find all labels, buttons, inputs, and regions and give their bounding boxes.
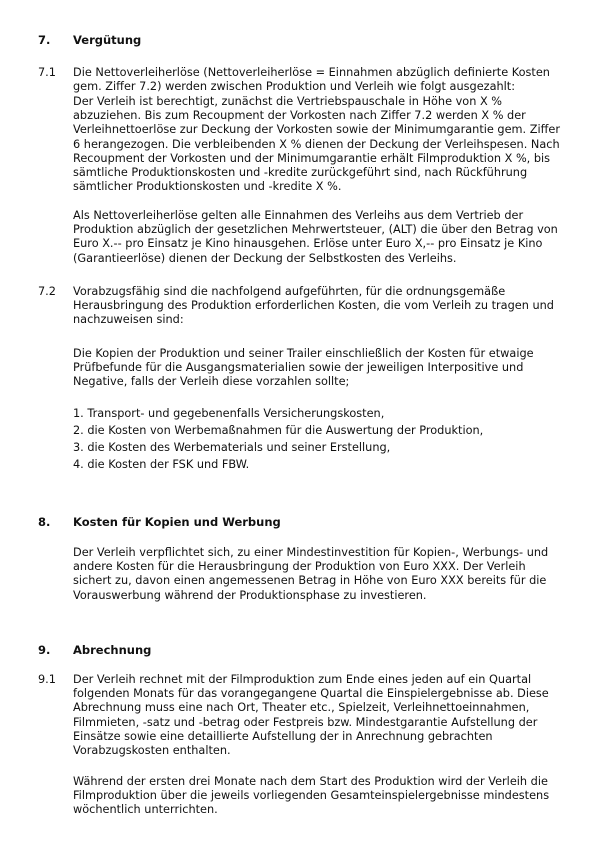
- clause-9-1-number: 9.1: [38, 673, 56, 686]
- list-item: 2. die Kosten von Werbemaßnahmen für die Auswertung der Produktion,: [73, 424, 484, 437]
- clause-7-2-paragraph-2: Die Kopien der Produktion und seiner Trailer einschließlich der Kosten für etwaige Prüfbefunde für die Ausgangsmaterialien sowie der jeweiligen Interpositive und Negative, falls der Verleih diese vorzahlen sollte;: [73, 347, 534, 389]
- section-number: 7.: [38, 33, 51, 47]
- clause-7-1-paragraph-3: Als Nettoverleiherlöse gelten alle Einnahmen des Verleihs aus dem Vertrieb der Produktion abzüglich der gesetzlichen Mehrwertsteuer, (ALT) die über den Betrag von Euro X.-- pro Einsatz je Kino hinausgehen. Erlöse unter Euro X,-- pro Einsatz je Kino (Garantieerlöse) dienen der Deckung der Selbstkosten des Verleihs.: [73, 209, 558, 265]
- clause-9-1-paragraph-1: Der Verleih rechnet mit der Filmproduktion zum Ende eines jeden auf ein Quartal folgenden Monats für das vorangegangene Quartal die Einspielergebnisse ab. Diese Abrechnung muss eine nach Ort, Theater etc., Spielzeit, Verleihnettoeinnahmen, Filmmieten, -satz und -betrag oder Festpreis bzw. Mindestgarantie Aufstellung der Einsätze sowie eine detaillierte Aufstellung der in Anrechnung gebrachten Vorabzugskosten enthalten.: [73, 673, 549, 758]
- section-8-paragraph: Der Verleih verpflichtet sich, zu einer Mindestinvestition für Kopien-, Werbungs- und andere Kosten für die Herausbringung der Produktion von Euro XXX. Der Verleih sichert zu, davon einen angemessenen Betrag in Höhe von Euro XXX bereits für die Vorauswerbung während der Produktionsphase zu investieren.: [73, 546, 549, 602]
- clause-7-2-number: 7.2: [38, 285, 56, 298]
- clause-7-2-cost-list: [73, 405, 565, 473]
- list-item: 3. die Kosten des Werbematerials und seiner Erstellung,: [73, 441, 391, 454]
- clause-7-1-paragraph-1: Die Nettoverleiherlöse (Nettoverleiherlöse = Einnahmen abzüglich definierte Kosten gem. Ziffer 7.2) werden zwischen Produktion und Verleih wie folgt ausgezahlt:: [73, 66, 550, 94]
- section-7-heading: [38, 33, 141, 48]
- clause-9-1-paragraph-2: Während der ersten drei Monate nach dem Start des Produktion wird der Verleih die Filmproduktion über die jeweils vorliegenden Gesamteinspielergebnisse mindestens wöchentlich unterrichten.: [73, 775, 550, 817]
- list-item: 1. Transport- und gegebenenfalls Versicherungskosten,: [73, 407, 385, 420]
- section-title: Vergütung: [73, 33, 142, 47]
- clause-7-1-paragraph-2: Der Verleih ist berechtigt, zunächst die Vertriebspauschale in Höhe von X % abzuziehen. Bis zum Recoupment der Vorkosten nach Ziffer 7.2 werden X % der Verleihnettoerlöse zur Deckung der Vorkosten sowie der Minimumgarantie gem. Ziffer 6 herangezogen. Die verbleibenden X % dienen der Deckung der Verleihspesen. Nach Recoupment der Vorkosten und der Minimumgarantie erhält Filmproduktion X %, bis sämtliche Produktionskosten und -kredite zurückgeführt sind, nach Rückführung sämtlicher Produktionskosten und -kredite X %.: [73, 95, 560, 194]
- section-title: Kosten für Kopien und Werbung: [73, 515, 281, 529]
- list-item: 4. die Kosten der FSK und FBW.: [73, 458, 250, 471]
- section-number: 8.: [38, 515, 51, 529]
- section-9-heading: [38, 643, 151, 658]
- clause-7-1-number: 7.1: [38, 66, 56, 79]
- clause-7-2-paragraph-1: Vorabzugsfähig sind die nachfolgend aufgeführten, für die ordnungsgemäße Herausbringung des Produktion erforderlichen Kosten, die vom Verleih zu tragen und nachzuweisen sind:: [73, 285, 554, 327]
- section-8-heading: [38, 515, 281, 530]
- section-title: Abrechnung: [73, 643, 152, 657]
- section-number: 9.: [38, 643, 51, 657]
